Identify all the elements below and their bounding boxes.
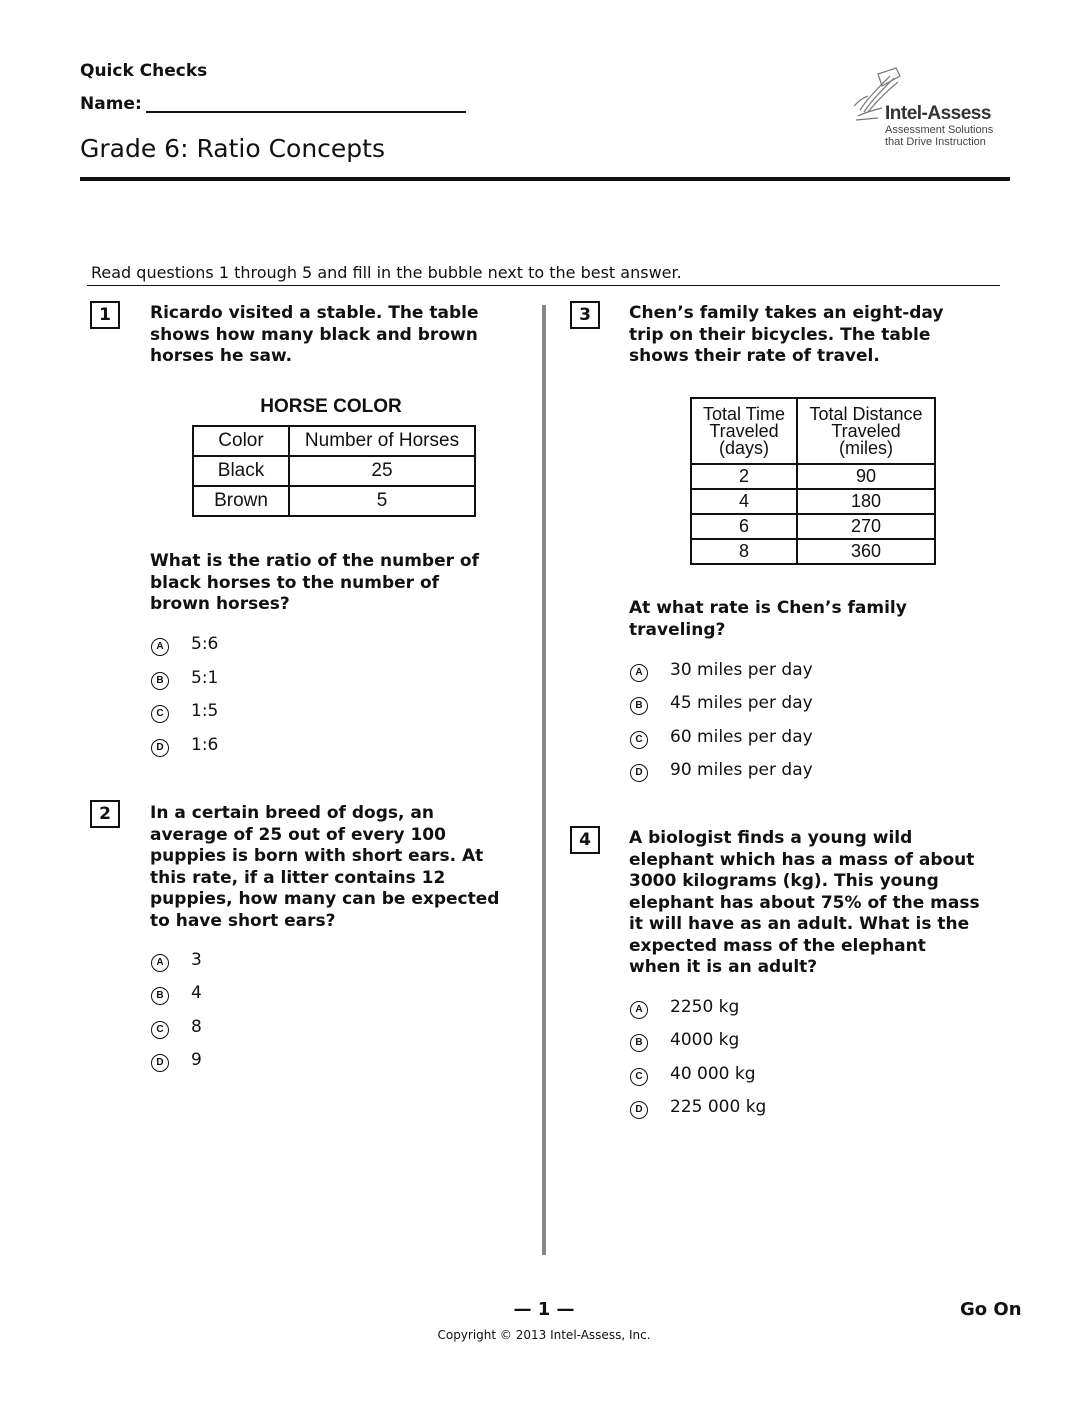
bubble-icon[interactable]: B (630, 1034, 648, 1052)
answer-choice-2a[interactable] (151, 950, 202, 972)
table-cell: Black (193, 456, 289, 486)
header-line: Traveled (831, 420, 901, 441)
name-field-line[interactable] (146, 111, 466, 113)
choice-text: 2250 kg (670, 997, 740, 1017)
question-2-line: In a certain breed of dogs, an (150, 803, 434, 823)
answer-choice-4c[interactable] (630, 1064, 756, 1086)
choice-text: 8 (191, 1017, 202, 1037)
horse-color-table (192, 425, 476, 517)
answer-choice-1a[interactable] (151, 634, 219, 656)
question-3-line: Chen’s family takes an eight-day (629, 303, 944, 323)
copyright: Copyright © 2013 Intel-Assess, Inc. (437, 1328, 651, 1342)
table-cell: 5 (289, 486, 475, 516)
bubble-icon[interactable]: C (630, 731, 648, 749)
answer-choice-1d[interactable] (151, 735, 219, 757)
header-line: (days) (718, 437, 769, 458)
answer-choice-1c[interactable] (151, 701, 219, 723)
bubble-icon[interactable]: A (630, 1001, 648, 1019)
choice-text: 5:1 (191, 668, 219, 688)
question-4-line: A biologist finds a young wild (629, 828, 913, 848)
question-2-line: average of 25 out of every 100 (150, 824, 446, 845)
page-number: — 1 — (513, 1299, 575, 1320)
table-header (797, 398, 935, 464)
question-number-1: 1 (90, 301, 120, 329)
table-cell: 25 (289, 456, 475, 486)
question-1-line: Ricardo visited a stable. The table (150, 303, 479, 323)
table-row (691, 539, 935, 564)
answer-choice-1b[interactable] (151, 668, 219, 690)
header-line: Total Time (702, 403, 786, 424)
table-header-row (193, 426, 475, 456)
question-4-line: when it is an adult? (629, 957, 818, 977)
header-line: Traveled (709, 420, 779, 441)
table-cell: 270 (797, 514, 935, 539)
choice-text: 225 000 kg (670, 1097, 767, 1117)
answer-choice-3b[interactable] (630, 693, 813, 715)
table-cell: 6 (691, 514, 797, 539)
bubble-icon[interactable]: C (630, 1068, 648, 1086)
table-cell: 8 (691, 539, 797, 564)
question-1-text (150, 303, 479, 368)
choice-text: 9 (191, 1050, 202, 1070)
question-1-line: horses he saw. (150, 346, 293, 366)
horse-table-title: HORSE COLOR (260, 396, 402, 417)
question-4-line: elephant has about 75% of the mass (629, 892, 980, 913)
answer-choice-4a[interactable] (630, 997, 740, 1019)
choice-text: 4000 kg (670, 1030, 740, 1050)
header-line: (miles) (839, 437, 893, 458)
answer-choice-2d[interactable] (151, 1050, 202, 1072)
instructions: Read questions 1 through 5 and fill in the bubble next to the best answer. (91, 263, 682, 282)
answer-choice-3a[interactable] (630, 660, 813, 682)
table-cell: 180 (797, 489, 935, 514)
question-1-prompt-line: brown horses? (150, 594, 290, 614)
question-2-line: puppies, how many can be expected (150, 889, 500, 909)
question-1-prompt (150, 551, 479, 616)
table-cell: 90 (797, 464, 935, 489)
question-1-prompt-line: What is the ratio of the number of (150, 551, 479, 571)
bubble-icon[interactable]: D (151, 1054, 169, 1072)
question-3-prompt (629, 598, 907, 641)
table-row (193, 486, 475, 516)
bubble-icon[interactable]: B (630, 697, 648, 715)
travel-rate-table (690, 397, 936, 565)
bubble-icon[interactable]: D (630, 1101, 648, 1119)
bubble-icon[interactable]: A (630, 664, 648, 682)
bubble-icon[interactable]: A (151, 954, 169, 972)
question-1-line: shows how many black and brown (150, 324, 478, 345)
choice-text: 60 miles per day (670, 727, 813, 747)
table-header (691, 398, 797, 464)
go-on-label: Go On (960, 1299, 1022, 1320)
bubble-icon[interactable]: D (151, 739, 169, 757)
question-number-2: 2 (90, 800, 120, 828)
choice-text: 1:5 (191, 701, 219, 721)
header-line: Total Distance (809, 403, 923, 424)
choice-text: 1:6 (191, 735, 219, 755)
question-4-line: elephant which has a mass of about (629, 849, 975, 870)
quick-checks-label: Quick Checks (80, 61, 208, 81)
bubble-icon[interactable]: D (630, 764, 648, 782)
answer-choice-4d[interactable] (630, 1097, 767, 1119)
choice-text: 90 miles per day (670, 760, 813, 780)
table-row (691, 514, 935, 539)
question-2-line: this rate, if a litter contains 12 (150, 867, 446, 888)
bubble-icon[interactable]: C (151, 1021, 169, 1039)
logo-tagline-2: that Drive Instruction (885, 136, 986, 148)
bubble-icon[interactable]: B (151, 987, 169, 1005)
table-header: Color (193, 426, 289, 456)
logo-tagline-1: Assessment Solutions (885, 124, 994, 136)
instructions-divider (87, 285, 1000, 286)
question-number-4: 4 (570, 826, 600, 854)
choice-text: 5:6 (191, 634, 219, 654)
choice-text: 40 000 kg (670, 1064, 756, 1084)
column-divider (542, 305, 546, 1255)
question-2-line: to have short ears? (150, 910, 336, 931)
question-4-line: expected mass of the elephant (629, 935, 926, 956)
question-3-line: trip on their bicycles. The table (629, 324, 931, 345)
logo-name: Intel-Assess (885, 103, 991, 124)
bubble-icon[interactable]: B (151, 672, 169, 690)
name-label: Name: (80, 94, 142, 114)
table-cell: 360 (797, 539, 935, 564)
table-row (691, 489, 935, 514)
question-3-line: shows their rate of travel. (629, 346, 880, 366)
question-3-prompt-line: At what rate is Chen’s family (629, 598, 907, 618)
table-header-row (691, 398, 935, 464)
question-4-line: 3000 kilograms (kg). This young (629, 871, 939, 891)
answer-choice-4b[interactable] (630, 1030, 740, 1052)
question-2-text (150, 803, 499, 932)
bubble-icon[interactable]: A (151, 638, 169, 656)
choice-text: 3 (191, 950, 202, 970)
choice-text: 4 (191, 983, 202, 1003)
table-header: Number of Horses (289, 426, 475, 456)
question-1-prompt-line: black horses to the number of (150, 572, 440, 593)
question-4-text (629, 828, 980, 979)
answer-choice-2b[interactable] (151, 983, 202, 1005)
table-cell: 2 (691, 464, 797, 489)
question-4-line: it will have as an adult. What is the (629, 914, 970, 934)
question-number-3: 3 (570, 301, 600, 329)
answer-choice-3d[interactable] (630, 760, 813, 782)
question-3-prompt-line: traveling? (629, 619, 726, 640)
table-cell: Brown (193, 486, 289, 516)
table-row (691, 464, 935, 489)
answer-choice-2c[interactable] (151, 1017, 202, 1039)
page-title: Grade 6: Ratio Concepts (80, 134, 385, 163)
choice-text: 45 miles per day (670, 693, 813, 713)
table-cell: 4 (691, 489, 797, 514)
question-3-text (629, 303, 943, 368)
question-2-line: puppies is born with short ears. At (150, 846, 484, 866)
table-row (193, 456, 475, 486)
choice-text: 30 miles per day (670, 660, 813, 680)
answer-choice-3c[interactable] (630, 727, 813, 749)
bubble-icon[interactable]: C (151, 705, 169, 723)
header-divider (80, 177, 1010, 181)
